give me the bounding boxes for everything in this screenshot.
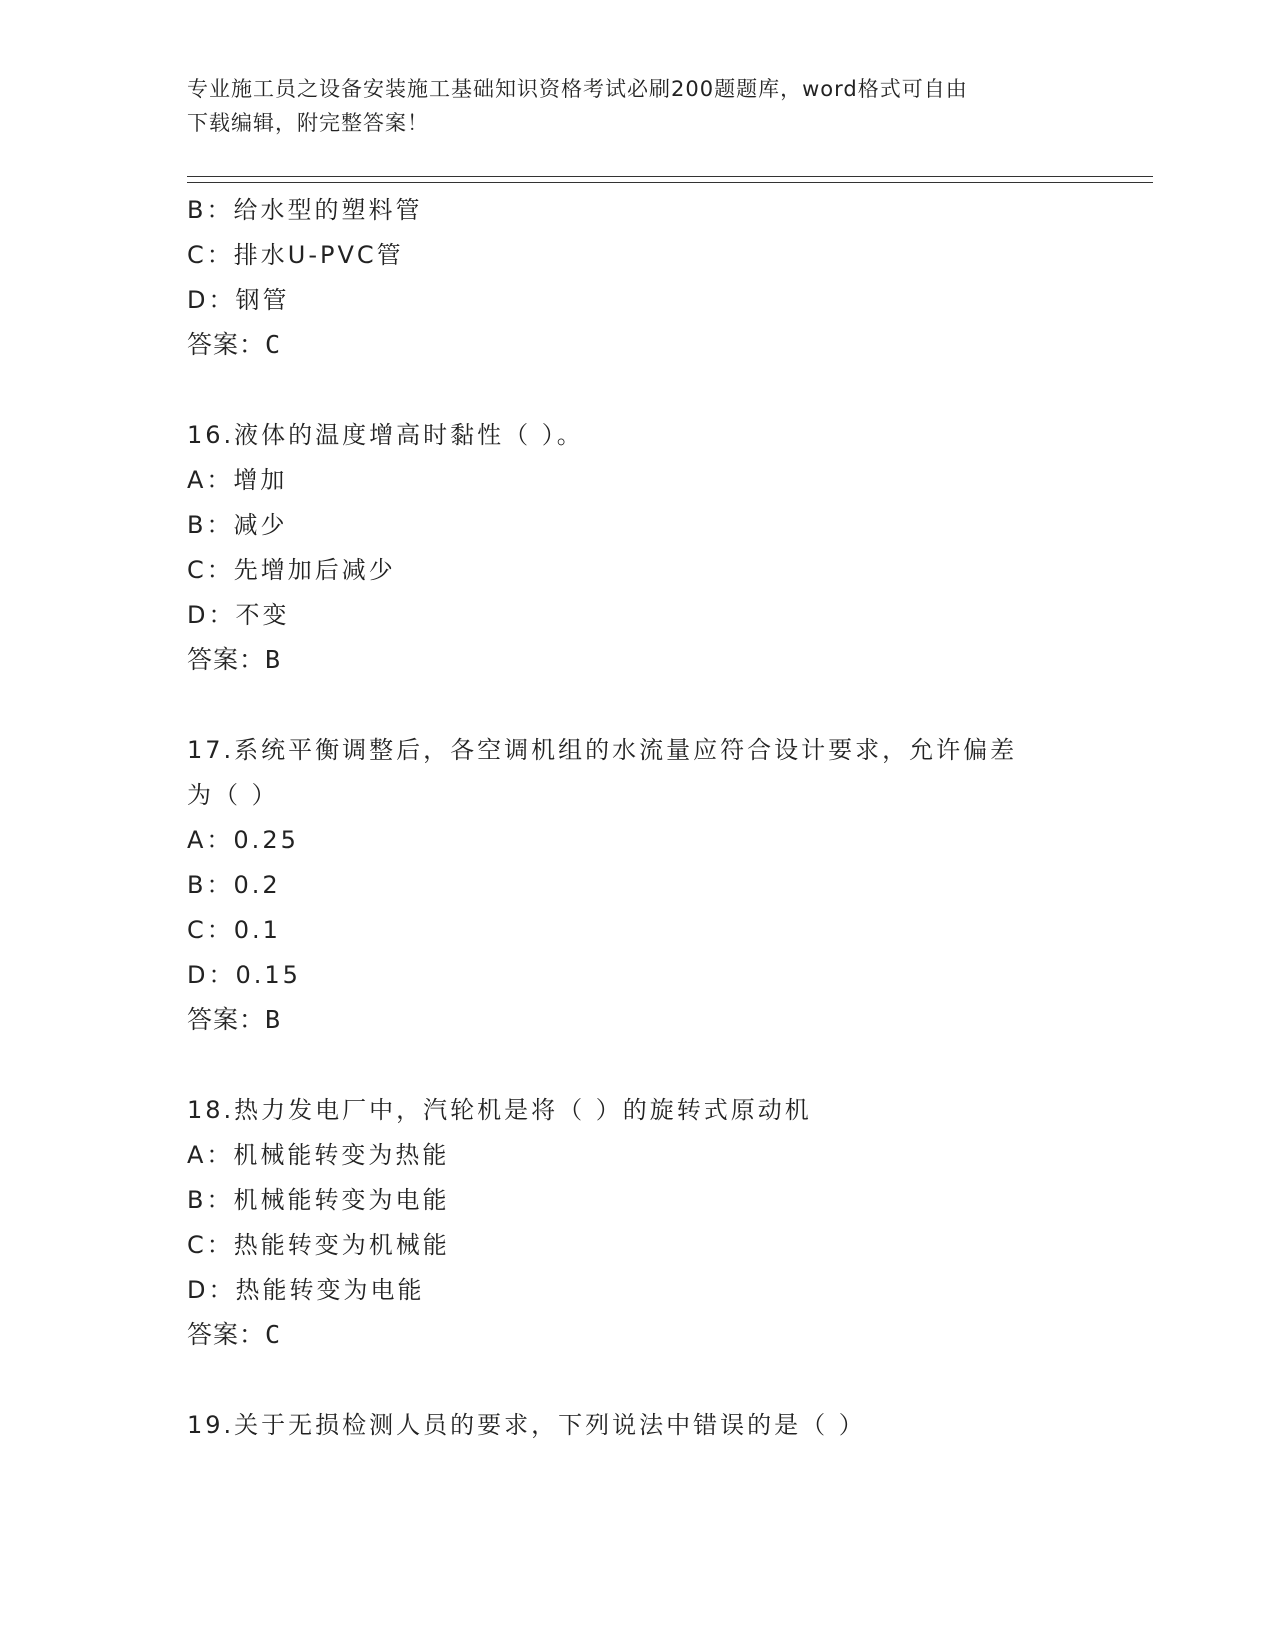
answer-value: B	[265, 1005, 282, 1034]
q16-stem: 16.液体的温度增高时黏性（ ）。	[187, 421, 584, 449]
answer-value: C	[265, 330, 282, 359]
q18-option-c: C：热能转变为机械能	[187, 1231, 450, 1259]
answer-label: 答案：	[187, 645, 266, 674]
q17-option-a: A：0.25	[187, 826, 299, 854]
q18-answer	[187, 1318, 281, 1352]
header-title-line-1: 专业施工员之设备安装施工基础知识资格考试必刷200题题库，word格式可自由	[187, 77, 968, 101]
q15-option-c: C：排水U-PVC管	[187, 241, 404, 269]
q15-option-b: B：给水型的塑料管	[187, 196, 423, 224]
q15-answer	[187, 328, 281, 362]
q15-option-d: D：钢管	[187, 286, 290, 314]
q18-option-a: A：机械能转变为热能	[187, 1141, 450, 1169]
q18-option-b: B：机械能转变为电能	[187, 1186, 450, 1214]
header-title-line-2: 下载编辑，附完整答案！	[187, 111, 429, 135]
header-divider-bottom	[187, 182, 1153, 183]
q16-answer	[187, 643, 281, 677]
header-divider-top	[187, 176, 1153, 177]
q17-option-d: D：0.15	[187, 961, 301, 989]
q19-stem: 19.关于无损检测人员的要求，下列说法中错误的是（ ）	[187, 1411, 866, 1439]
answer-label: 答案：	[187, 1320, 266, 1349]
document-header	[187, 72, 1067, 140]
answer-value: B	[265, 645, 282, 674]
q16-option-a: A：增加	[187, 466, 288, 494]
answer-label: 答案：	[187, 1005, 266, 1034]
answer-value: C	[265, 1320, 282, 1349]
q16-option-c: C：先增加后减少	[187, 556, 396, 584]
q17-option-b: B：0.2	[187, 871, 281, 899]
q16-option-b: B：减少	[187, 511, 288, 539]
q17-option-c: C：0.1	[187, 916, 281, 944]
q17-stem-line-1: 17.系统平衡调整后，各空调机组的水流量应符合设计要求，允许偏差	[187, 736, 1018, 764]
q18-stem: 18.热力发电厂中，汽轮机是将（ ）的旋转式原动机	[187, 1096, 812, 1124]
q16-option-d: D：不变	[187, 601, 290, 629]
q17-answer	[187, 1003, 281, 1037]
q18-option-d: D：热能转变为电能	[187, 1276, 425, 1304]
answer-label: 答案：	[187, 330, 266, 359]
q17-stem-line-2: 为（ ）	[187, 781, 279, 809]
